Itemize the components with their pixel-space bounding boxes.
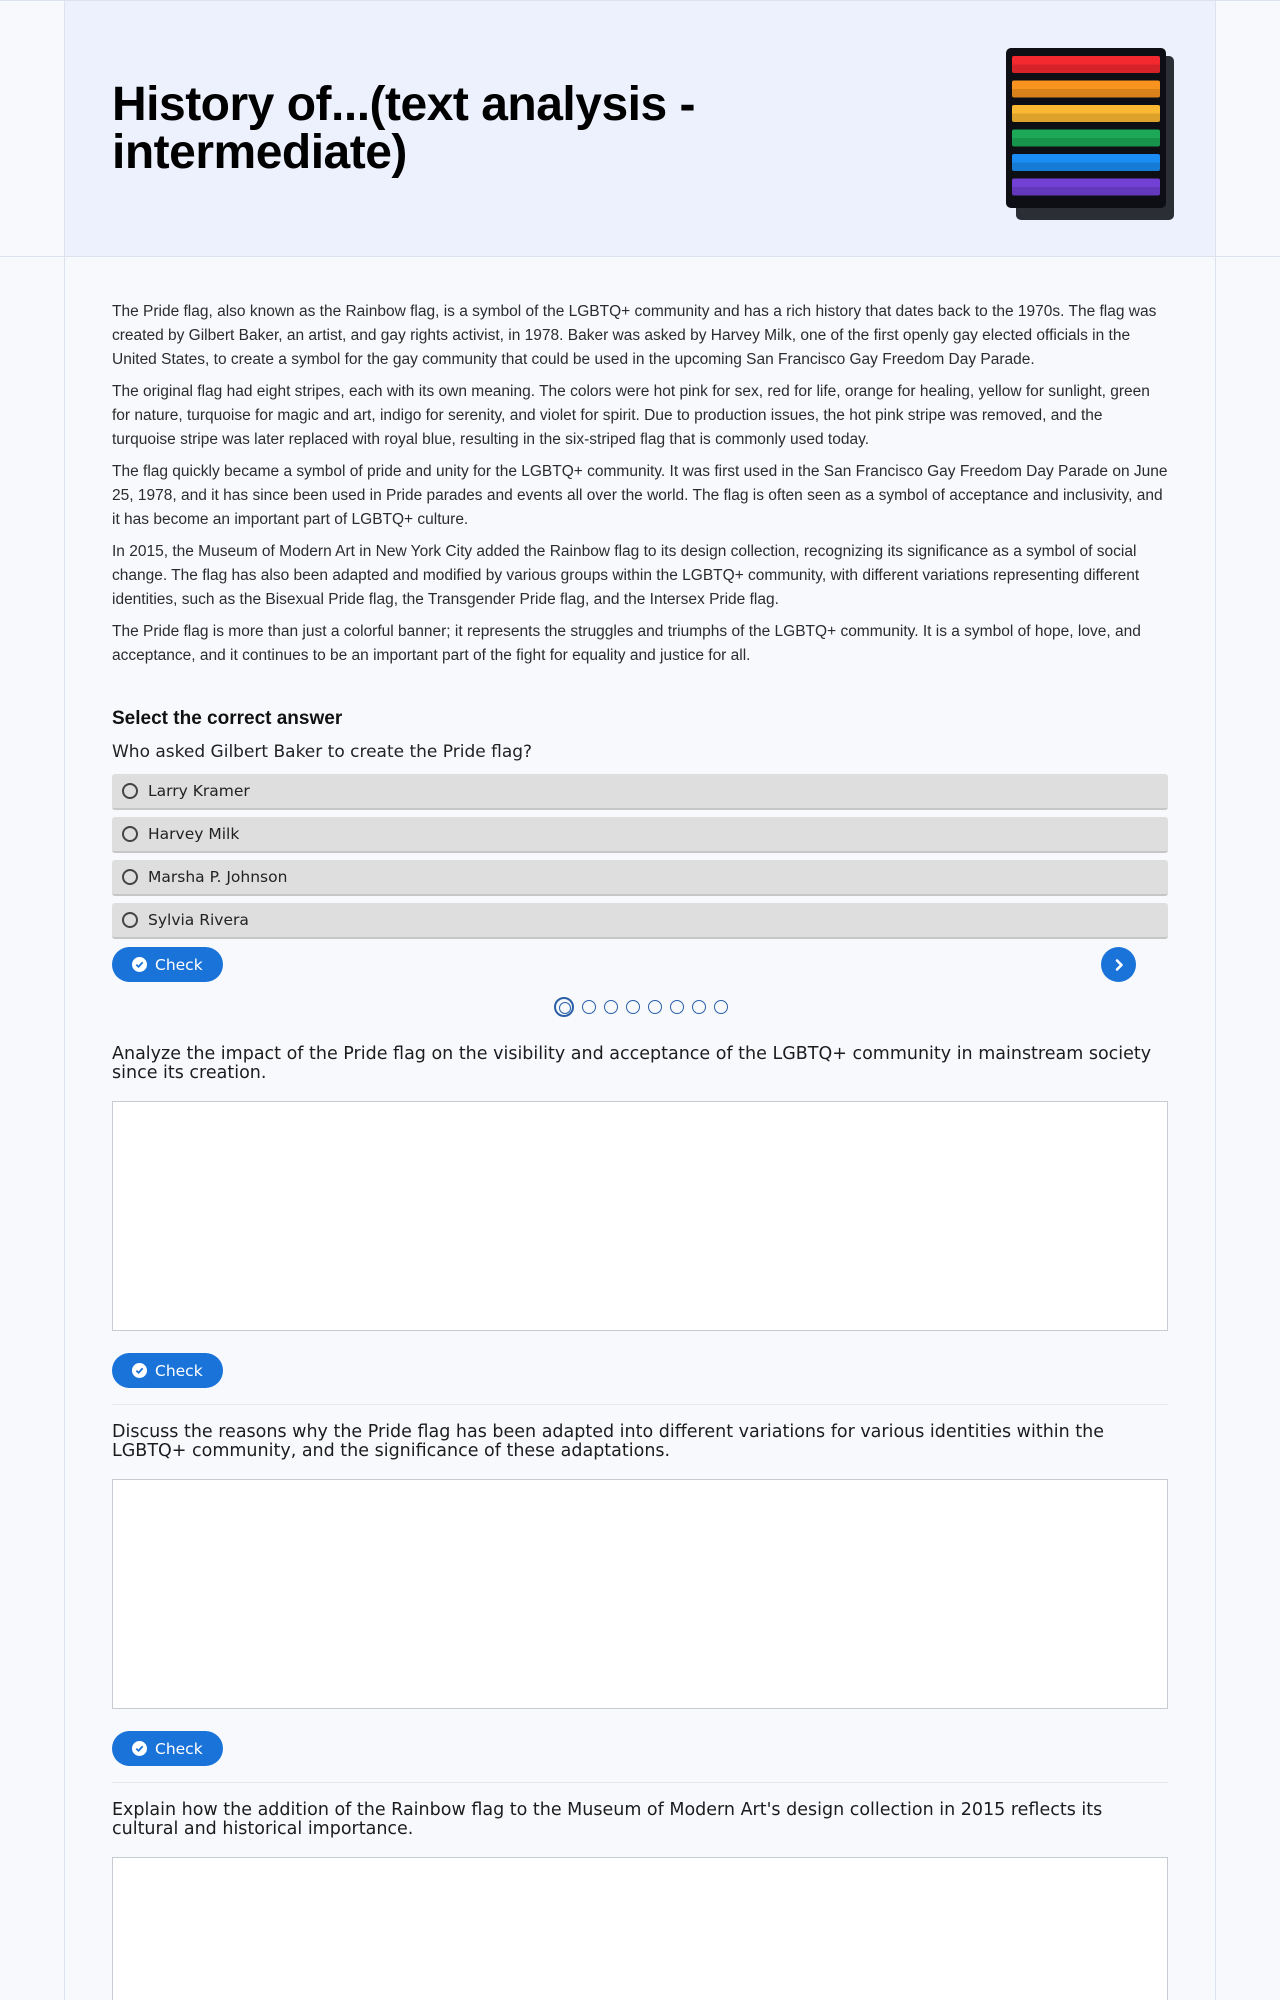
radio-button[interactable] [122,912,138,928]
answer-option-label: Sylvia Rivera [148,911,249,929]
essay-answer-field[interactable] [112,1479,1168,1709]
essay-question: Explain how the addition of the Rainbow flag to the Museum of Modern Art's design collection in 2015 reflects its cultural and historical importance. [112,1800,1103,1839]
check-button[interactable] [112,1353,223,1388]
pagination-dot[interactable] [582,1000,596,1014]
chevron-right-icon [1112,958,1126,972]
answer-option-label: Marsha P. Johnson [148,868,288,886]
passage-paragraph: The original flag had eight stripes, each with its own meaning. The colors were hot pink for sex, red for life, orange for healing, yellow for sunlight, green for nature, turquoise for magic and art, indigo for serenity, and violet for spirit. Due to production issues, the hot pink stripe was removed, and the turquoise stripe was later replaced with royal blue, resulting in the six-striped flag that is commonly used today. [112,383,1150,448]
answer-option[interactable] [112,817,1168,853]
essay-question: Discuss the reasons why the Pride flag has been adapted into different variations for various identities within the LGBTQ+ community, and the significance of these adaptations. [112,1422,1105,1461]
answer-option[interactable] [112,860,1168,896]
essay-question-block [112,1404,1168,1766]
page-header [65,1,1215,256]
answer-option[interactable] [112,903,1168,939]
check-circle-icon [132,1741,147,1756]
pagination-dot[interactable] [714,1000,728,1014]
essay-question-block [112,1782,1168,2000]
left-frame-line [64,0,65,2000]
passage-paragraph: The Pride flag is more than just a colorful banner; it represents the struggles and triumphs of the LGBTQ+ community. It is a symbol of hope, love, and acceptance, and it continues to be an important part of the fight for equality and justice for all. [112,623,1141,664]
passage-paragraph: The Pride flag, also known as the Rainbow flag, is a symbol of the LGBTQ+ community and has a rich history that dates back to the 1970s. The flag was created by Gilbert Baker, an artist, and gay rights activist, in 1978. Baker was asked by Harvey Milk, one of the first openly gay elected officials in the United States, to create a symbol for the gay community that could be used in the upcoming San Francisco Gay Freedom Day Parade. [112,303,1157,368]
essay-answer-field[interactable] [112,1857,1168,2000]
multiple-choice-quiz [112,708,1168,1017]
quiz-question: Who asked Gilbert Baker to create the Pride flag? [112,742,533,762]
passage-paragraph: In 2015, the Museum of Modern Art in New York City added the Rainbow flag to its design collection, recognizing its significance as a symbol of social change. The flag has also been adapted and modified by various groups within the LGBTQ+ community, with different variations representing different identities, such as the Bisexual Pride flag, the Transgender Pride flag, and the Intersex Pride flag. [112,543,1140,608]
passage-paragraph: The flag quickly became a symbol of pride and unity for the LGBTQ+ community. It was first used in the San Francisco Gay Freedom Day Parade on June 25, 1978, and it has since been used in Pride parades and events all over the world. The flag is often seen as a symbol of acceptance and inclusivity, and it has become an important part of LGBTQ+ culture. [112,463,1168,528]
check-circle-icon [132,1363,147,1378]
essay-question-block [112,1045,1168,1388]
essay-answer-field[interactable] [112,1101,1168,1331]
rainbow-flag-icon [1006,48,1176,222]
pagination-dot[interactable] [604,1000,618,1014]
radio-button[interactable] [122,783,138,799]
pagination-dot[interactable] [670,1000,684,1014]
check-circle-icon [132,957,147,972]
next-question-button[interactable] [1101,947,1136,982]
page-title: History of...(text analysis - intermediate) [112,78,695,179]
pagination-dot[interactable] [692,1000,706,1014]
answer-option[interactable] [112,774,1168,810]
check-button[interactable] [112,947,223,982]
reading-passage [112,300,1168,668]
question-pagination [112,997,1168,1017]
quiz-section-title: Select the correct answer [112,708,343,729]
right-frame-line [1215,0,1216,2000]
radio-button[interactable] [122,826,138,842]
check-button-label: Check [155,1361,203,1380]
check-button-label: Check [155,955,203,974]
pagination-dot[interactable] [648,1000,662,1014]
header-divider [0,256,1280,257]
essay-question: Analyze the impact of the Pride flag on the visibility and acceptance of the LGBTQ+ community in mainstream society since its creation. [112,1044,1152,1083]
quiz-actions [112,947,1168,983]
check-button[interactable] [112,1731,223,1766]
check-button-label: Check [155,1739,203,1758]
answer-option-label: Harvey Milk [148,825,240,843]
pagination-dot[interactable] [554,997,574,1017]
answer-option-label: Larry Kramer [148,782,250,800]
pagination-dot[interactable] [626,1000,640,1014]
main-content [112,300,1168,2000]
answer-options [112,774,1168,939]
radio-button[interactable] [122,869,138,885]
